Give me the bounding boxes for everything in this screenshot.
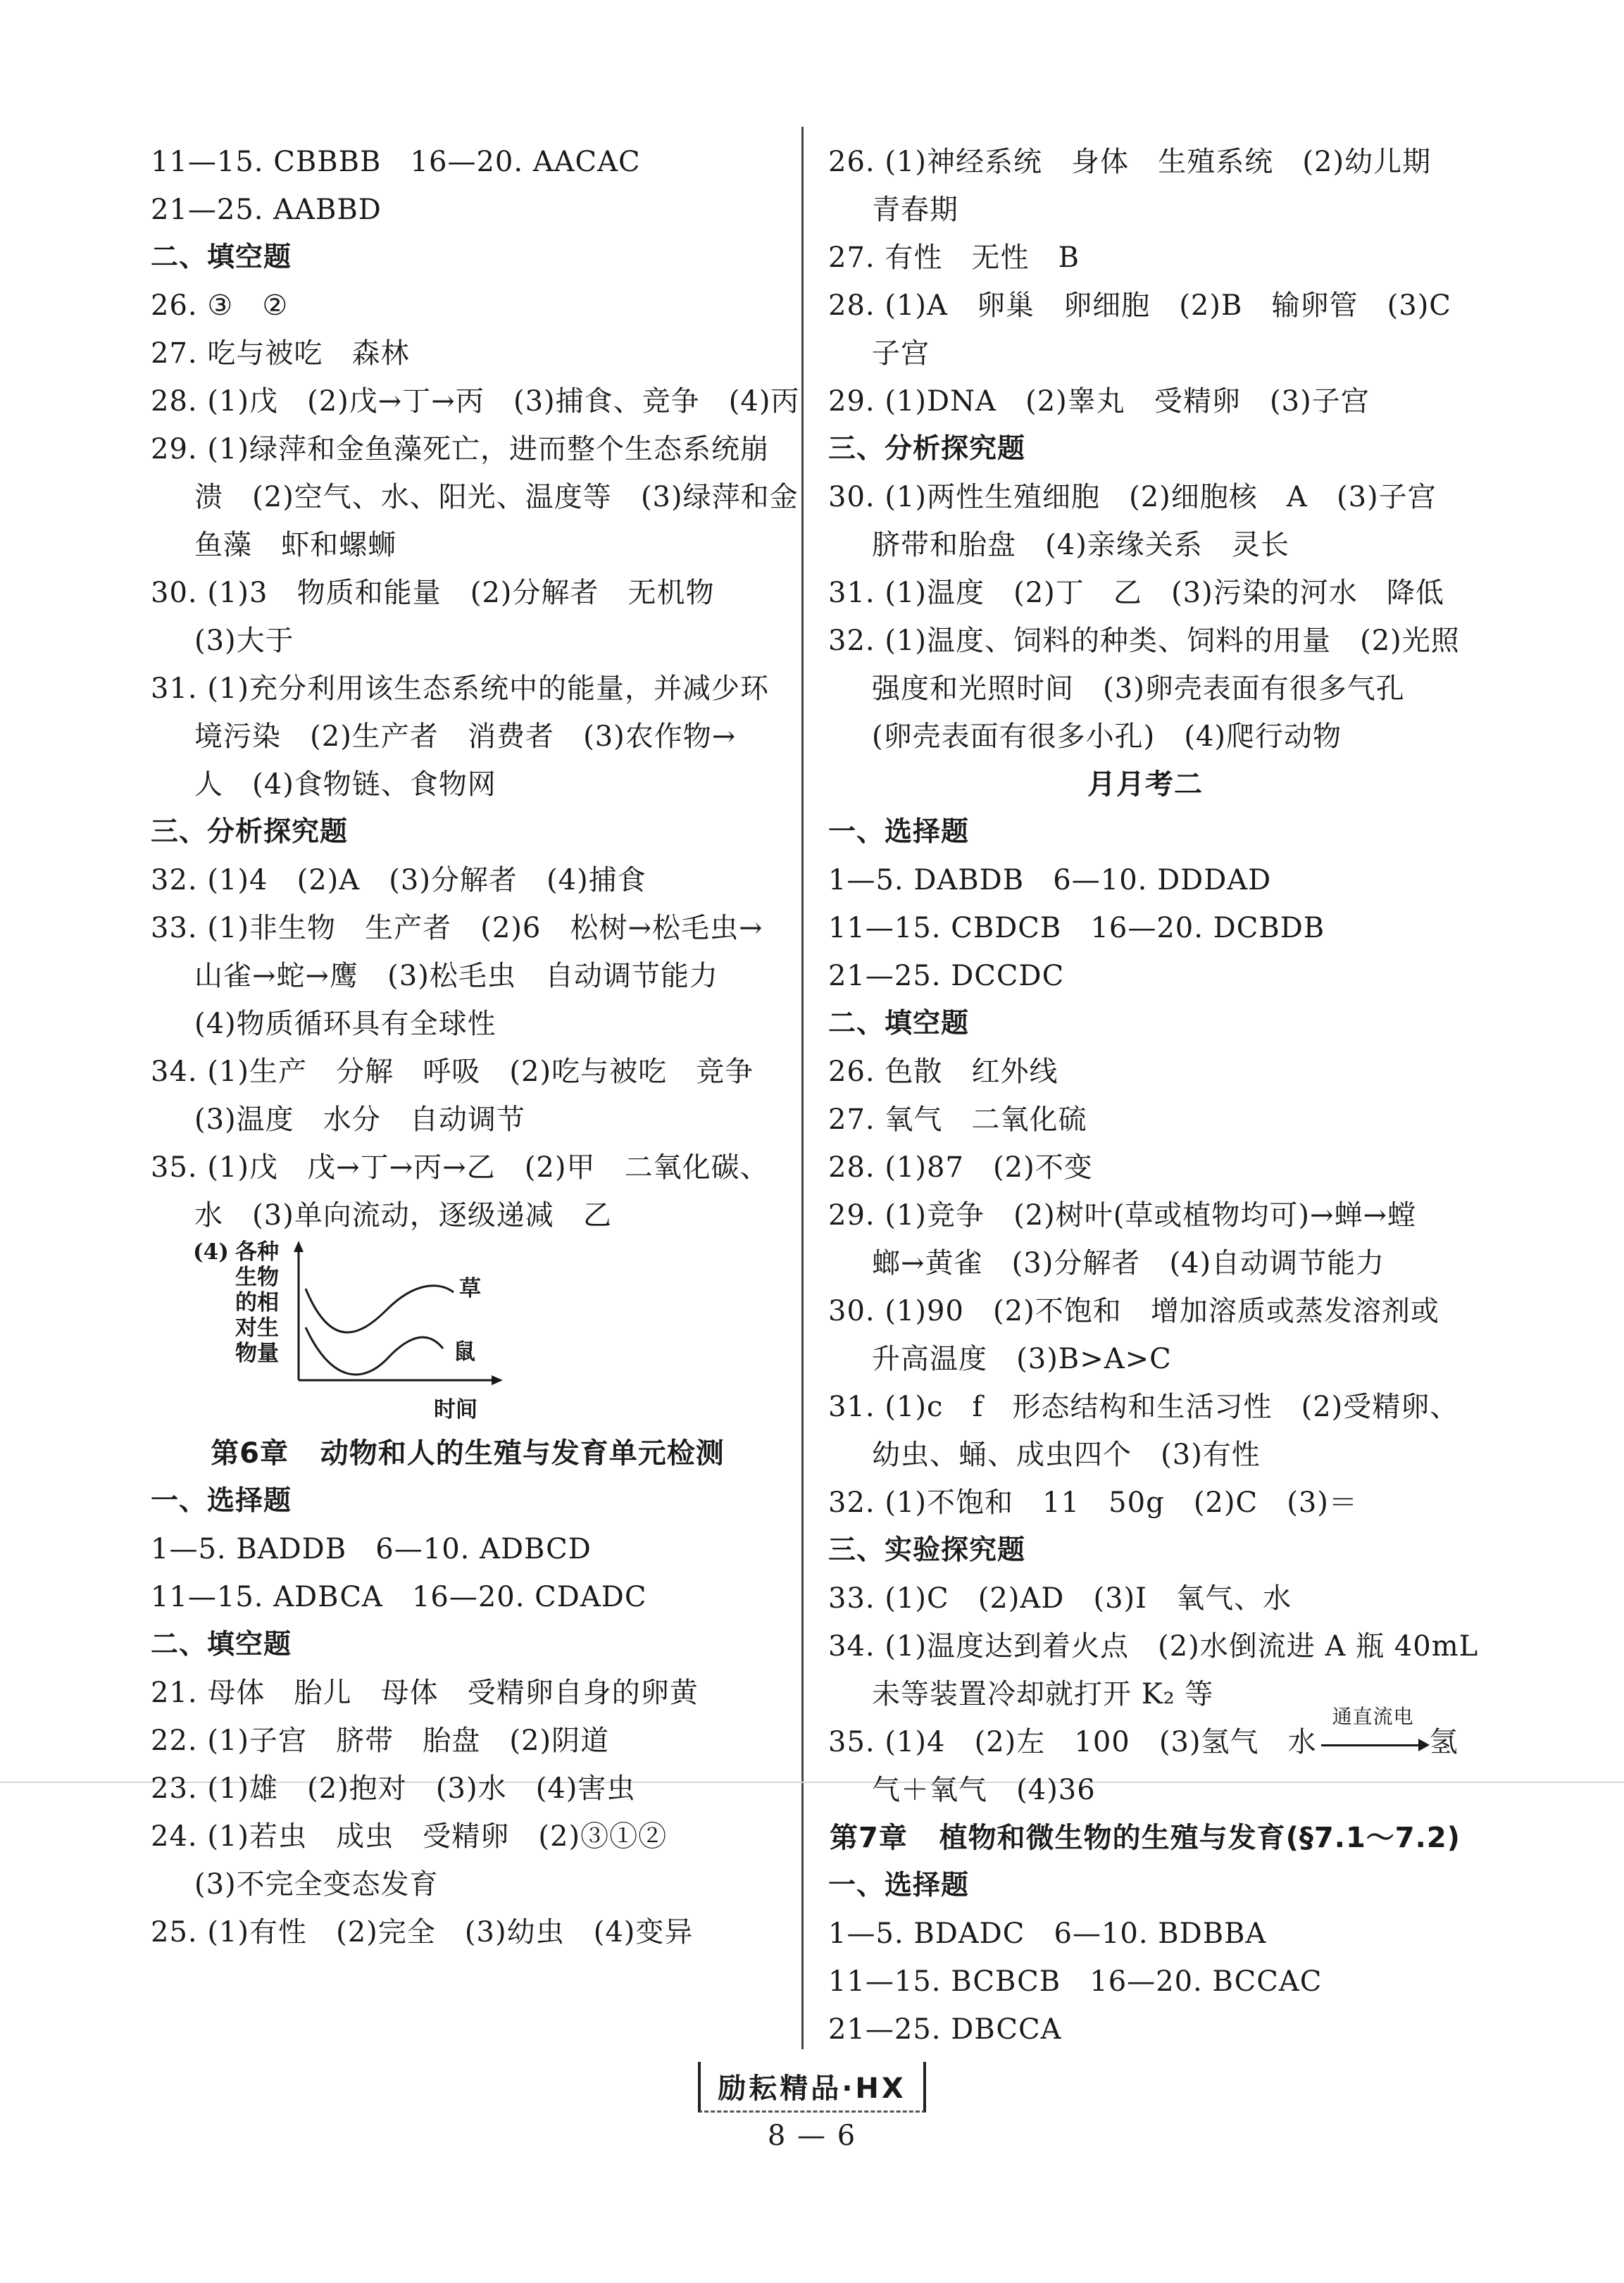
right-top-answers xyxy=(828,138,1479,1718)
answer-line: 11—15. ADBCA 16—20. CDADC xyxy=(151,1581,647,1613)
right-bottom-answers xyxy=(828,1814,1462,2053)
answer-line: 33. (1)C (2)AD (3)Ⅰ 氧气、水 xyxy=(828,1582,1292,1615)
answer-line: 境污染 (2)生产者 消费者 (3)农作物→ xyxy=(194,720,737,753)
section-heading: 一、选择题 xyxy=(151,1485,292,1517)
answer-line: 24. (1)若虫 成虫 受精卵 (2)③①② xyxy=(151,1820,668,1853)
answer-line: 34. (1)生产 分解 呼吸 (2)吃与被吃 竞争 xyxy=(151,1056,754,1088)
answer-line: 1—5. BADDB 6—10. ADBCD xyxy=(151,1533,592,1565)
graph-y-axis-arrow xyxy=(294,1241,304,1252)
answer-line: 青春期 xyxy=(872,194,958,226)
arrow-condition: 通直流电 xyxy=(1332,1705,1414,1728)
answer-line: 11—15. CBBBB 16—20. AACAC xyxy=(151,146,641,178)
graph-x-axis-arrow xyxy=(492,1375,503,1385)
section-heading: 一、选择题 xyxy=(828,816,970,848)
answer-line: 子宫 xyxy=(872,337,930,370)
answer-line: 11—15. CBDCB 16—20. DCBDB xyxy=(828,912,1325,944)
answer-line: (3)大于 xyxy=(194,625,294,657)
answer-line-35 xyxy=(828,1705,1462,1766)
graph-y-label-line: 各种 xyxy=(235,1239,279,1265)
chapter-title: 月月考二 xyxy=(1087,768,1203,801)
right-column xyxy=(828,138,1479,2053)
answer-line: 33. (1)非生物 生产者 (2)6 松树→松毛虫→ xyxy=(151,912,763,944)
answer-line: 29. (1)绿萍和金鱼藻死亡，进而整个生态系统崩 xyxy=(151,433,769,465)
answer-line: 23. (1)雄 (2)抱对 (3)水 (4)害虫 xyxy=(151,1772,636,1805)
graph-x-label: 时间 xyxy=(434,1397,477,1422)
section-heading: 三、分析探究题 xyxy=(828,433,1026,465)
answer-line: 30. (1)90 (2)不饱和 增加溶质或蒸发溶剂或 xyxy=(828,1295,1439,1327)
answer-line: 山雀→蛇→鹰 (3)松毛虫 自动调节能力 xyxy=(194,960,718,992)
answer-line: 31. (1)充分利用该生态系统中的能量，并减少环 xyxy=(151,673,769,705)
graph-y-label xyxy=(235,1239,279,1366)
answer-line: 25. (1)有性 (2)完全 (3)幼虫 (4)变异 xyxy=(151,1916,694,1949)
answer-line: 未等装置冷却就打开 K₂ 等 xyxy=(872,1678,1214,1710)
answer-line: 1—5. DABDB 6—10. DDDAD xyxy=(828,864,1272,896)
answer-line: 升高温度 (3)B>A>C xyxy=(872,1343,1172,1375)
answer-line: 32. (1)4 (2)A (3)分解者 (4)捕食 xyxy=(151,864,647,896)
answer-line: 32. (1)不饱和 11 50g (2)C (3)＝ xyxy=(828,1487,1358,1519)
answer-line: 27. 有性 无性 B xyxy=(828,242,1080,274)
grass-curve xyxy=(306,1286,454,1332)
graph-item-label: (4) xyxy=(193,1239,229,1265)
answer-line: 28. (1)A 卵巢 卵细胞 (2)B 输卵管 (3)C xyxy=(828,289,1451,322)
answer-line: 人 (4)食物链、食物网 xyxy=(194,768,496,801)
answer-line: 28. (1)戊 (2)戊→丁→丙 (3)捕食、竞争 (4)丙 xyxy=(151,385,800,418)
answer-line: (卵壳表面有很多小孔) (4)爬行动物 xyxy=(872,720,1342,753)
q35-after: 氢 xyxy=(1429,1726,1459,1758)
chapter-title: 第7章 植物和微生物的生殖与发育(§7.1～7.2) xyxy=(830,1822,1461,1854)
graph-svg xyxy=(186,1239,552,1430)
q35-before: 35. (1)4 (2)左 100 (3)氢气 水 xyxy=(828,1726,1317,1758)
answer-line: 30. (1)3 物质和能量 (2)分解者 无机物 xyxy=(151,577,715,609)
left-column xyxy=(151,138,800,1956)
graph-y-label-line: 对生 xyxy=(235,1315,279,1341)
grass-series-label: 草 xyxy=(459,1276,481,1301)
answer-line: 26. ③ ② xyxy=(151,289,289,322)
graph-y-label-line: 物量 xyxy=(235,1341,279,1366)
section-heading: 二、填空题 xyxy=(828,1008,970,1039)
answer-line: 32. (1)温度、饲料的种类、饲料的用量 (2)光照 xyxy=(828,625,1460,657)
answer-line: 28. (1)87 (2)不变 xyxy=(828,1151,1093,1184)
answer-line: 幼虫、蛹、成虫四个 (3)有性 xyxy=(872,1439,1261,1471)
section-heading: 一、选择题 xyxy=(828,1870,970,1901)
answer-line: 29. (1)DNA (2)睾丸 受精卵 (3)子宫 xyxy=(828,385,1370,418)
answer-line: 脐带和胎盘 (4)亲缘关系 灵长 xyxy=(872,529,1289,561)
graph-y-label-line: 生物 xyxy=(235,1265,279,1290)
column-divider xyxy=(801,127,804,2049)
answer-line: 31. (1)温度 (2)丁 乙 (3)污染的河水 降低 xyxy=(828,577,1444,609)
answer-line: 21—25. AABBD xyxy=(151,194,382,226)
answer-line: (3)不完全变态发育 xyxy=(194,1868,439,1901)
answer-line: 34. (1)温度达到着火点 (2)水倒流进 A 瓶 40mL xyxy=(828,1630,1479,1663)
answer-line: 1—5. BDADC 6—10. BDBBA xyxy=(828,1918,1267,1950)
answer-line: 21—25. DBCCA xyxy=(828,2013,1062,2046)
answer-line: 21. 母体 胎儿 母体 受精卵自身的卵黄 xyxy=(151,1677,699,1709)
answer-line: 26. 色散 红外线 xyxy=(828,1056,1058,1088)
section-heading: 二、填空题 xyxy=(151,1629,292,1660)
answer-line: 水 (3)单向流动，逐级递减 乙 xyxy=(194,1199,612,1232)
answer-line: 29. (1)竞争 (2)树叶(草或植物均可)→蝉→螳 xyxy=(828,1199,1417,1232)
left-bottom-answers xyxy=(151,1430,785,1956)
section-heading: 二、填空题 xyxy=(151,242,292,273)
electrolysis-arrow xyxy=(1317,1705,1430,1758)
answer-line: (3)温度 水分 自动调节 xyxy=(194,1103,525,1136)
answer-line: 27. 吃与被吃 森林 xyxy=(151,337,410,370)
left-top-answers xyxy=(151,138,800,1239)
mouse-series-label: 鼠 xyxy=(454,1339,475,1365)
answer-line: 溃 (2)空气、水、阳光、温度等 (3)绿萍和金 xyxy=(194,481,799,513)
page-footer xyxy=(0,2062,1624,2152)
answer-line: 27. 氧气 二氧化硫 xyxy=(828,1103,1087,1136)
answer-line: 26. (1)神经系统 身体 生殖系统 (2)幼儿期 xyxy=(828,146,1432,178)
population-graph xyxy=(151,1239,785,1430)
mouse-curve xyxy=(306,1327,443,1375)
answer-line-35-cont: 气＋氧气 (4)36 xyxy=(872,1774,1096,1806)
answer-line: 35. (1)戊 戊→丁→丙→乙 (2)甲 二氧化碳、 xyxy=(151,1151,769,1184)
answer-line: 30. (1)两性生殖细胞 (2)细胞核 A (3)子宫 xyxy=(828,481,1437,513)
answer-line: (4)物质循环具有全球性 xyxy=(194,1008,496,1040)
chapter-title: 第6章 动物和人的生殖与发育单元检测 xyxy=(211,1437,725,1470)
answer-line: 强度和光照时间 (3)卵壳表面有很多气孔 xyxy=(872,673,1405,705)
answer-line: 11—15. BCBCB 16—20. BCCAC xyxy=(828,1965,1323,1998)
section-heading: 三、实验探究题 xyxy=(828,1534,1026,1566)
answer-line: 螂→黄雀 (3)分解者 (4)自动调节能力 xyxy=(872,1247,1385,1280)
page-number: 8 — 6 xyxy=(767,2120,857,2152)
brand-logo: 励耘精品·HX xyxy=(698,2062,926,2113)
graph-y-label-line: 的相 xyxy=(235,1290,279,1315)
answer-line: 21—25. DCCDC xyxy=(828,960,1065,992)
answer-line: 22. (1)子宫 脐带 胎盘 (2)阴道 xyxy=(151,1725,610,1757)
answer-line: 31. (1)c f 形态结构和生活习性 (2)受精卵、 xyxy=(828,1391,1459,1423)
answer-line: 鱼藻 虾和螺蛳 xyxy=(194,529,397,561)
section-heading: 三、分析探究题 xyxy=(151,816,349,848)
